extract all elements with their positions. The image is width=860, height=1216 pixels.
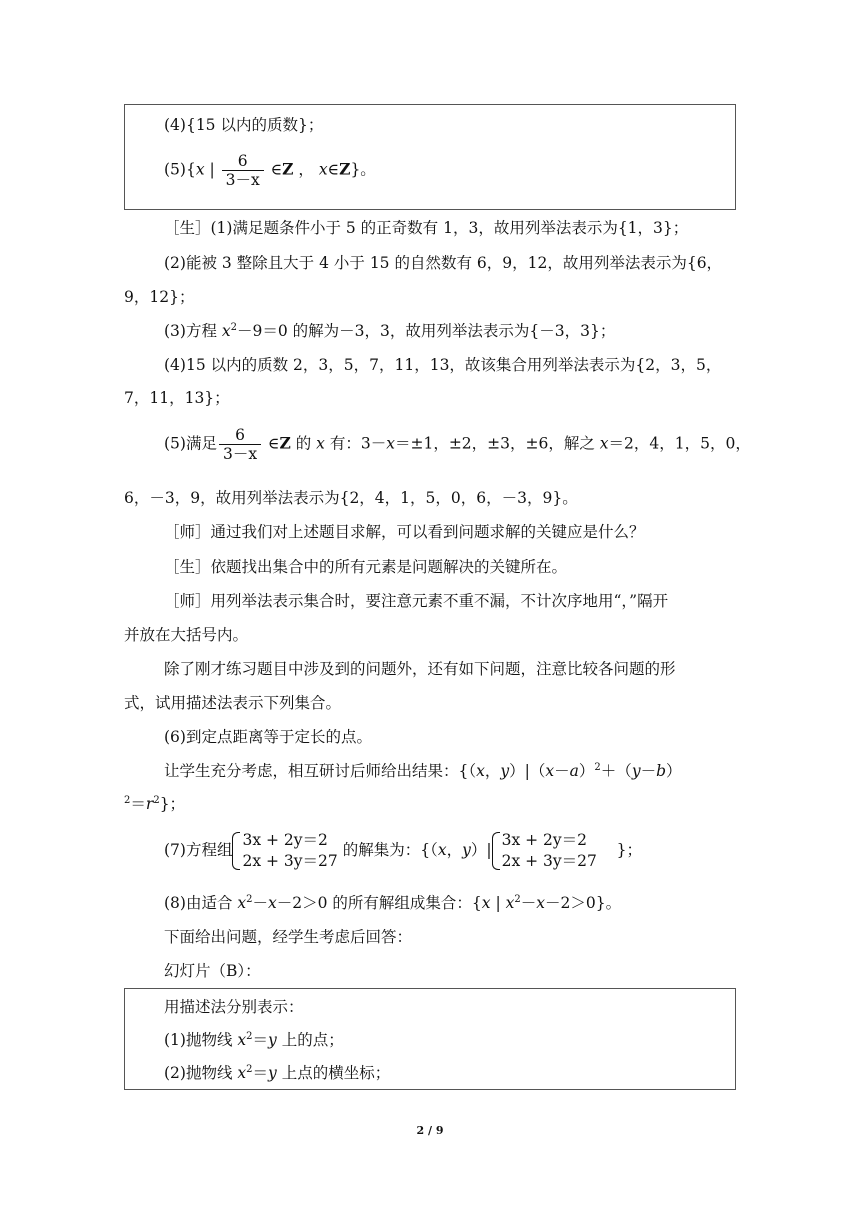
text: 6，－3，9，故用列举法表示为{2，4，1，5，0，6，－3，9}。: [124, 489, 578, 507]
para-line: [164, 320, 615, 342]
page-number: 2 / 9: [416, 1124, 444, 1137]
text: (2)抛物线: [164, 1064, 238, 1082]
var: b: [656, 762, 667, 780]
box-b-item-2: [164, 1062, 390, 1084]
text: 除了刚才练习题目中涉及到的问题外，还有如下问题，注意比较各问题的形: [164, 660, 676, 678]
fraction: [219, 426, 261, 463]
var: r: [145, 795, 154, 813]
var: a: [569, 762, 579, 780]
set-Z: Z: [279, 433, 291, 453]
text: －: [520, 894, 537, 912]
text: ∈: [327, 160, 340, 179]
set-Z: Z: [339, 159, 351, 179]
var: x: [505, 894, 515, 912]
text: (3)方程: [164, 322, 222, 340]
text: －: [554, 762, 570, 780]
text: ＝: [252, 1031, 269, 1049]
para-line: [164, 926, 412, 948]
text: ＋（: [600, 762, 632, 780]
para-line: [164, 556, 567, 578]
para-line: [124, 286, 194, 308]
var: y: [268, 1031, 277, 1049]
text: 并放在大括号内。: [124, 626, 249, 644]
text: }；: [159, 795, 186, 813]
text: }；: [616, 841, 642, 859]
para-line: [164, 217, 688, 239]
text: (6)到定点距离等于定长的点。: [164, 728, 372, 746]
numerator: 6: [237, 152, 248, 170]
var: x: [316, 434, 325, 453]
equation-row: 2x + 3y＝27: [501, 852, 597, 870]
text: 让学生充分考虑，相互研讨后师给出结果：{（: [164, 762, 477, 780]
para-line-system: [164, 830, 642, 872]
var: x: [481, 894, 491, 912]
text: 7，11，13}；: [124, 389, 230, 407]
text: (4)15 以内的质数 2，3，5，7，11，13，故该集合用列举法表示为{2，3，5，: [164, 356, 722, 374]
text: －: [640, 762, 657, 780]
text: (5)满足: [164, 434, 217, 453]
text: ）: [666, 762, 682, 780]
var: x: [386, 434, 395, 453]
text: 上点的横坐标；: [276, 1064, 391, 1082]
sup: 2: [514, 894, 521, 905]
text: ，: [446, 841, 463, 859]
text: ∈: [265, 160, 283, 179]
text: }。: [350, 160, 376, 179]
text: 下面给出问题，经学生考虑后回答：: [164, 928, 413, 946]
var: x: [268, 894, 277, 912]
para-line: [164, 960, 261, 982]
text: ）: [578, 762, 595, 780]
text: 幻灯片（B）：: [164, 962, 261, 980]
denominator: 3－x: [219, 444, 261, 463]
text: (4){15 以内的质数}；: [164, 116, 324, 134]
text: ［生］依题找出集合中的所有元素是问题解决的关键所在。: [164, 558, 568, 576]
sup: 2: [246, 894, 253, 905]
box-b-title: [164, 996, 304, 1018]
sup: 2: [124, 795, 131, 806]
text: (7)方程组: [164, 841, 233, 859]
text: (2)能被 3 整除且大于 4 小于 15 的自然数有 6，9，12，故用列举法表示为{6，: [164, 254, 723, 272]
box-b-item-1: [164, 1029, 344, 1051]
var: x: [237, 1031, 247, 1049]
text: 的: [290, 434, 317, 453]
para-line: [124, 793, 185, 815]
para-line: [164, 252, 722, 274]
numerator: 6: [235, 426, 245, 444]
text: |: [204, 160, 220, 179]
var: x: [237, 1064, 247, 1082]
text: |: [490, 894, 506, 912]
text: (1)抛物线: [164, 1031, 238, 1049]
text: ［师］用列举法表示集合时，要注意元素不重不漏，不计次序地用“，”隔开: [164, 592, 669, 610]
text: －: [252, 894, 269, 912]
var: y: [462, 841, 471, 859]
set-Z: Z: [282, 159, 294, 179]
var: x: [437, 841, 447, 859]
para-line: [164, 760, 682, 782]
text: 用描述法分别表示：: [164, 998, 304, 1016]
text: ＝: [130, 795, 146, 813]
text: ∈: [263, 434, 280, 453]
text: －2＞0 的所有解组成集合：{: [276, 894, 482, 912]
sup: 2: [594, 762, 601, 773]
para-line: [124, 624, 248, 646]
text: ＝: [252, 1064, 269, 1082]
text: －9＝0 的解为－3，3，故用列举法表示为{－3，3}；: [237, 322, 616, 340]
para-line: [164, 354, 721, 376]
var: x: [221, 322, 231, 340]
var: x: [536, 894, 546, 912]
text: ，: [484, 762, 501, 780]
text: 上的点；: [276, 1031, 344, 1049]
text: ［生］(1)满足题条件小于 5 的正奇数有 1，3，故用列举法表示为{1，3}；: [164, 219, 689, 237]
sup: 2: [246, 1031, 253, 1042]
equation-row: 3x + 2y＝2: [242, 831, 328, 849]
text: ）|（: [509, 762, 546, 780]
left-brace: [232, 832, 240, 870]
text: 的解集为：{（: [337, 841, 438, 859]
equation-system: [492, 830, 597, 872]
para-line: [124, 387, 230, 409]
denominator: 3－x: [222, 170, 264, 189]
para-line: [164, 658, 676, 680]
box-a-item-5: [164, 152, 376, 189]
sup: 2: [153, 795, 160, 806]
var: y: [500, 762, 510, 780]
text: ＝±1，±2，±3，±6，解之: [394, 434, 600, 453]
var: x: [318, 160, 328, 179]
text: (8)由适合: [164, 894, 238, 912]
text: －2＞0}。: [545, 894, 622, 912]
equation-row: 2x + 3y＝27: [242, 852, 338, 870]
text: 9，12}；: [124, 288, 195, 306]
left-brace: [492, 832, 500, 870]
text: ）|: [470, 841, 492, 859]
para-line: [164, 726, 372, 748]
text: (5){: [164, 160, 196, 179]
var: x: [545, 762, 555, 780]
fraction: [222, 152, 264, 189]
var: y: [631, 762, 641, 780]
text: 式，试用描述法表示下列集合。: [124, 694, 342, 712]
var: x: [237, 894, 247, 912]
var: x: [599, 434, 609, 453]
text: ，: [293, 160, 314, 179]
sup: 2: [246, 1064, 253, 1075]
var: y: [268, 1064, 277, 1082]
text: ［师］通过我们对上述题目求解，可以看到问题求解的关键应是什么？: [164, 523, 645, 541]
equation-system: [232, 830, 337, 872]
text: 有：3－: [324, 434, 387, 453]
sup: 2: [230, 322, 238, 333]
text: ＝2，4，1，5，0，: [608, 434, 751, 453]
var: x: [476, 762, 485, 780]
para-line: [164, 426, 751, 463]
para-line: [124, 692, 341, 714]
box-a-item-4: [164, 114, 323, 136]
equation-row: 3x + 2y＝2: [501, 831, 588, 849]
para-line: [164, 590, 668, 612]
para-line: [124, 487, 578, 509]
var: x: [195, 160, 205, 179]
para-line: [164, 521, 645, 543]
para-line: [164, 892, 621, 914]
